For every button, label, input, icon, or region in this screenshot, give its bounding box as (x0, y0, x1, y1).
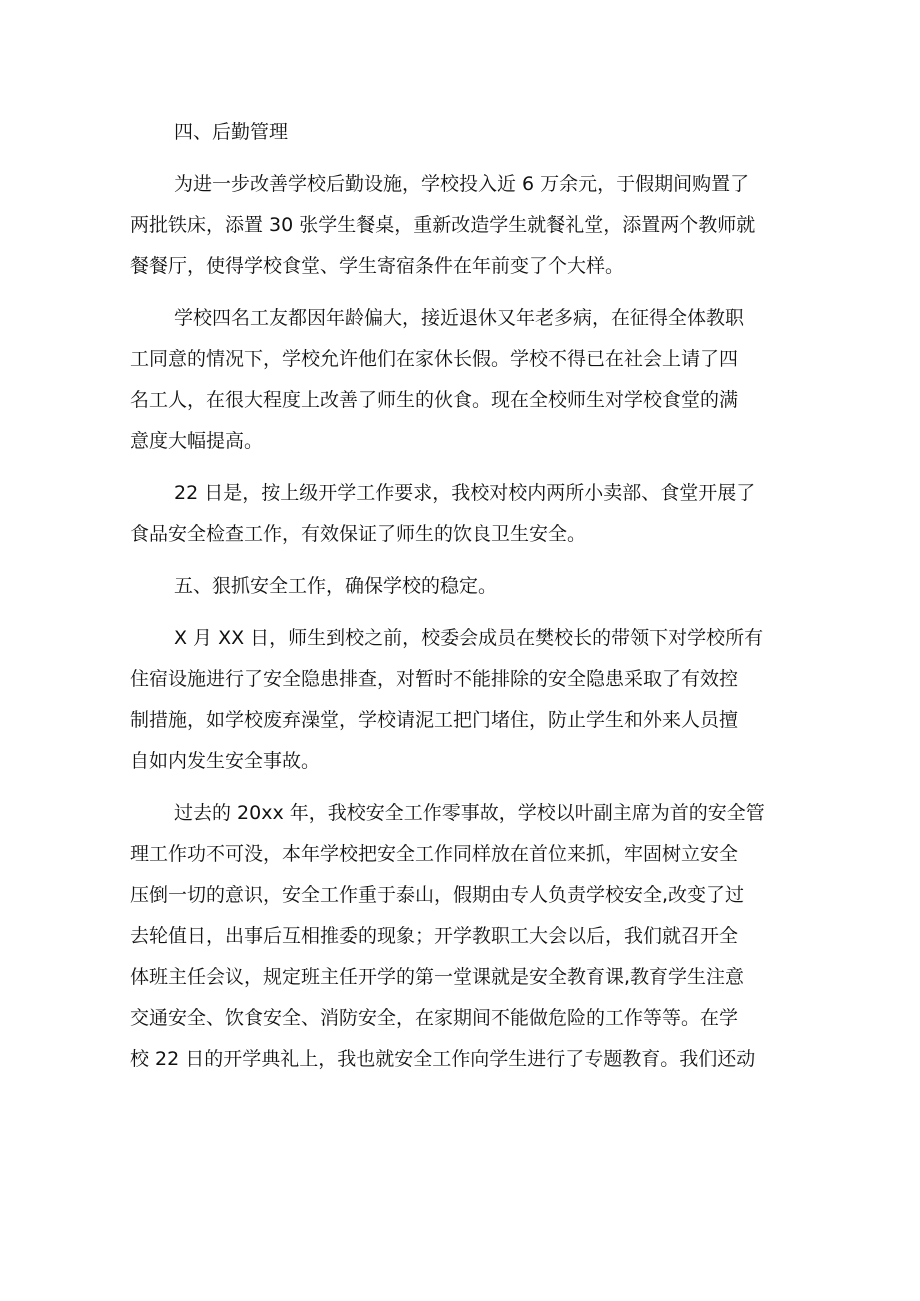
paragraph-line: 学校四名工友都因年龄偏大，接近退休又年老多病，在征得全体教职 (174, 307, 745, 329)
paragraph-line: 交通安全、饮食安全、消防安全，在家期间不能做危险的工作等等。在学 (130, 1007, 739, 1029)
section-heading-logistics (130, 112, 794, 153)
paragraph-line: 制措施，如学校废弃澡堂，学校请泥工把门堵住，防止学生和外来人员擅 (130, 709, 739, 731)
paragraph-line: 体班主任会议，规定班主任开学的第一堂课就是安全教育课,教育学生注意 (130, 966, 745, 988)
paragraph-line: 理工作功不可没，本年学校把安全工作同样放在首位来抓，牢固树立安全 (130, 843, 739, 865)
paragraph-line: 餐餐厅，使得学校食堂、学生寄宿条件在年前变了个大样。 (130, 255, 625, 277)
paragraph-line: 名工人，在很大程度上改善了师生的伙食。现在全校师生对学校食堂的满 (130, 389, 739, 411)
paragraph-logistics-investment (130, 164, 794, 287)
paragraph-line: 两批铁床，添置 30 张学生餐桌，重新改造学生就餐礼堂，添置两个教师就 (130, 214, 756, 236)
paragraph-food-safety (130, 473, 794, 555)
paragraph-line: 意度大幅提高。 (130, 430, 264, 452)
paragraph-line: 为进一步改善学校后勤设施，学校投入近 6 万余元，于假期间购置了 (174, 173, 750, 195)
document-body (130, 112, 794, 1091)
paragraph-safety-work (130, 793, 794, 1080)
paragraph-line: 自如内发生安全事故。 (130, 750, 321, 772)
heading-text: 四、后勤管理 (174, 121, 289, 143)
paragraph-line: 去轮值日，出事后互相推委的现象；开学教职工大会以后，我们就召开全 (130, 925, 739, 947)
paragraph-workers (130, 298, 794, 462)
paragraph-line: 22 日是，按上级开学工作要求，我校对校内两所小卖部、食堂开展了 (174, 482, 756, 504)
paragraph-line: 校 22 日的开学典礼上，我也就安全工作向学生进行了专题教育。我们还动 (130, 1048, 756, 1070)
paragraph-line: 住宿设施进行了安全隐患排查，对暂时不能排除的安全隐患采取了有效控 (130, 668, 739, 690)
paragraph-line: X 月 XX 日，师生到校之前，校委会成员在樊校长的带领下对学校所有 (174, 627, 764, 649)
heading-text: 五、狠抓安全工作，确保学校的稳定。 (174, 575, 498, 597)
section-heading-safety (130, 566, 794, 607)
paragraph-hazard-check (130, 618, 794, 782)
paragraph-line: 工同意的情况下，学校允许他们在家休长假。学校不得已在社会上请了四 (130, 348, 739, 370)
paragraph-line: 食品安全检查工作，有效保证了师生的饮良卫生安全。 (130, 523, 587, 545)
paragraph-line: 过去的 20xx 年，我校安全工作零事故，学校以叶副主席为首的安全管 (174, 802, 765, 824)
paragraph-line: 压倒一切的意识，安全工作重于泰山，假期由专人负责学校安全,改变了过 (130, 884, 745, 906)
